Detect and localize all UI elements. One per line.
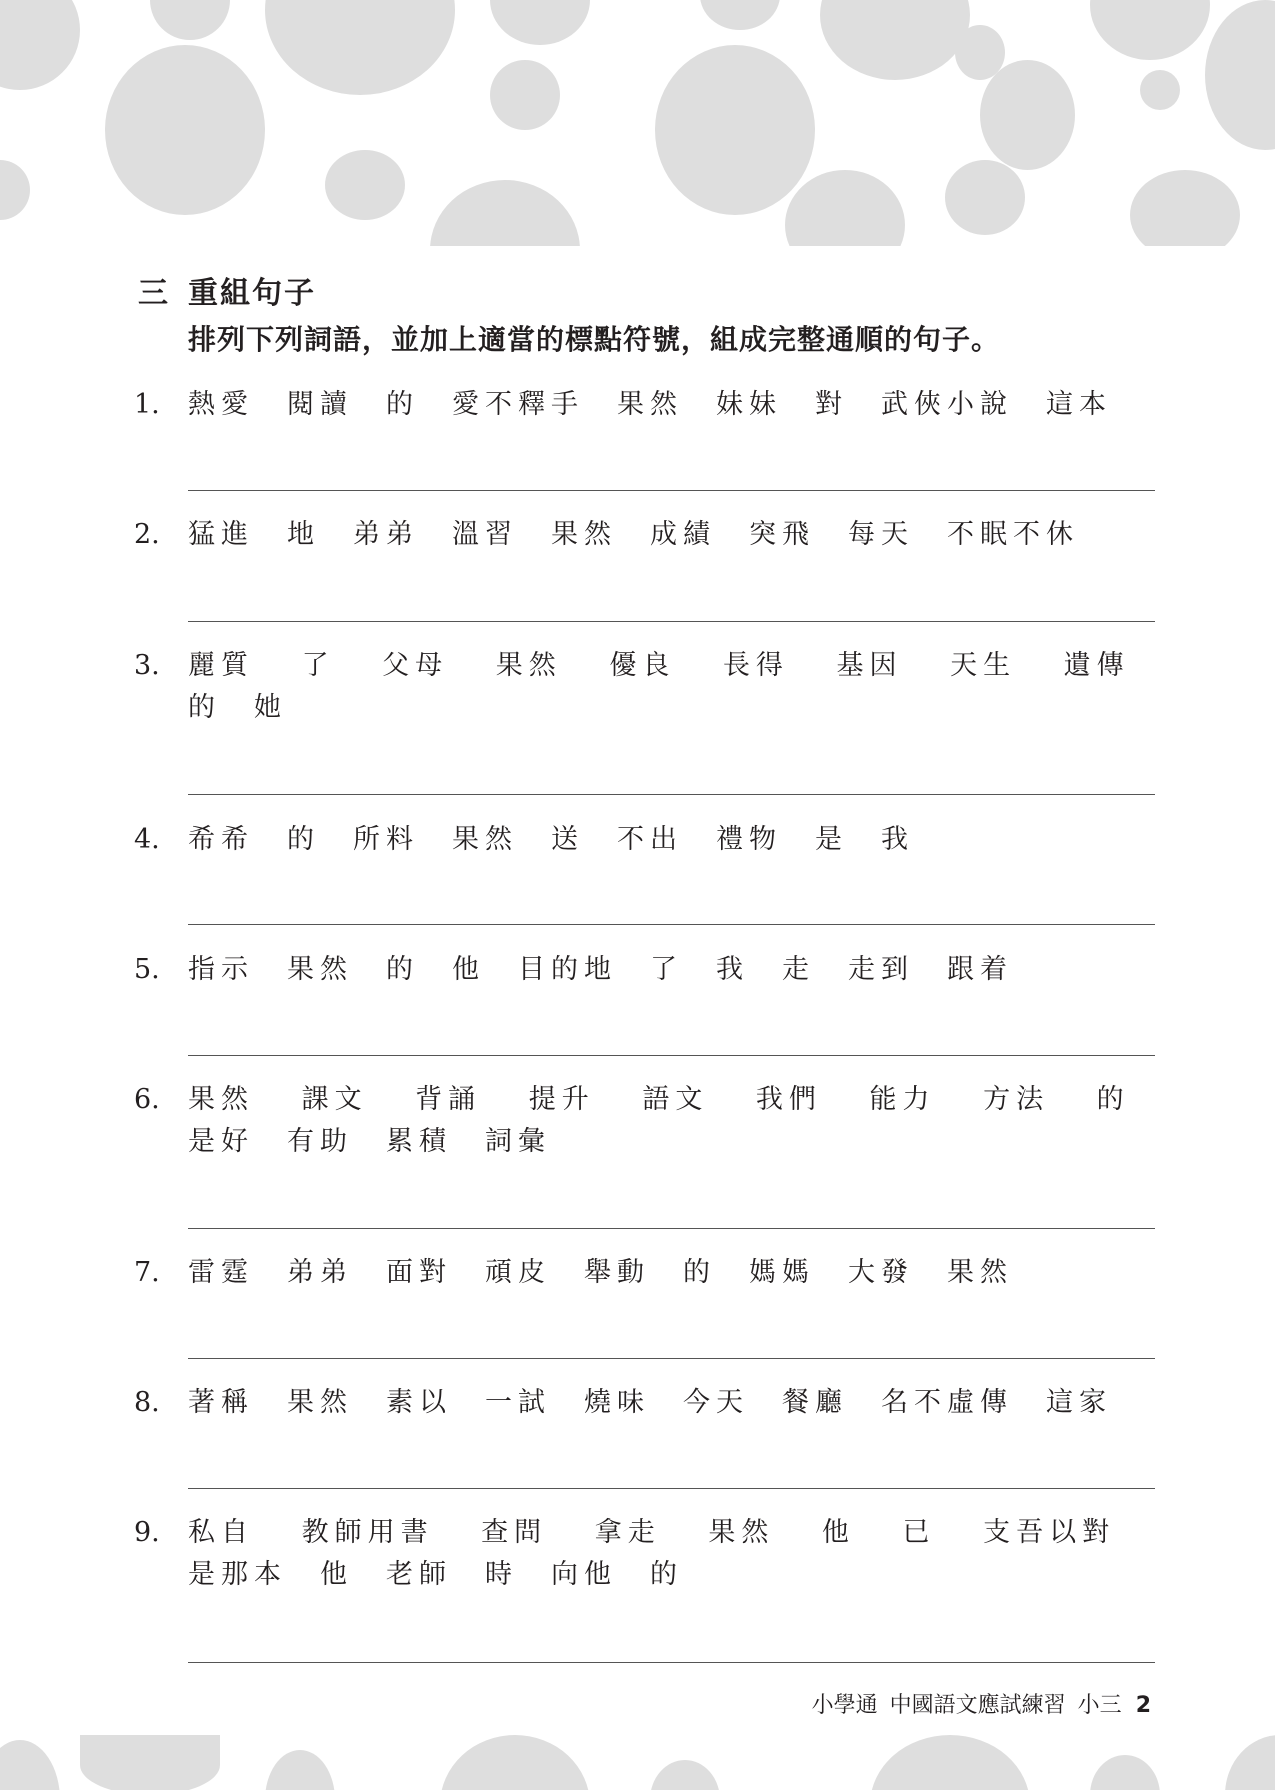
question-words: 私自 教師用書 查問 拿走 果然 他 已 支吾以對 是那本 他 老師 時 向他 的 bbox=[188, 1517, 1163, 1590]
answer-line-4[interactable] bbox=[188, 924, 1155, 925]
question-number: 5. bbox=[134, 954, 160, 985]
question-number: 3. bbox=[134, 650, 160, 681]
answer-line-3[interactable] bbox=[188, 794, 1155, 795]
question-3 bbox=[134, 645, 1163, 729]
section-number: 三 bbox=[138, 276, 170, 311]
question-2 bbox=[134, 514, 1154, 556]
question-words: 熱愛 閱讀 的 愛不釋手 果然 妹妹 對 武俠小說 這本 bbox=[188, 389, 1112, 420]
question-words: 指示 果然 的 他 目的地 了 我 走 走到 跟着 bbox=[188, 954, 1013, 985]
footer-book-title: 中國語文應試練習 bbox=[889, 1693, 1066, 1718]
question-number: 8. bbox=[134, 1387, 160, 1418]
question-words: 猛進 地 弟弟 溫習 果然 成績 突飛 每天 不眠不休 bbox=[188, 519, 1079, 550]
question-1 bbox=[134, 384, 1154, 426]
bottom-decoration-dots bbox=[0, 1735, 1275, 1790]
question-words: 著稱 果然 素以 一試 燒味 今天 餐廳 名不虛傳 這家 bbox=[188, 1387, 1112, 1418]
answer-line-5[interactable] bbox=[188, 1055, 1155, 1056]
question-words: 果然 課文 背誦 提升 語文 我們 能力 方法 的 是好 有助 累積 詞彙 bbox=[188, 1084, 1178, 1157]
page-footer bbox=[812, 1688, 1151, 1719]
question-number: 9. bbox=[134, 1517, 160, 1548]
answer-line-1[interactable] bbox=[188, 490, 1155, 491]
page-number: 2 bbox=[1135, 1693, 1151, 1718]
footer-series: 小學通 bbox=[811, 1693, 878, 1718]
question-number: 1. bbox=[134, 389, 160, 420]
question-6 bbox=[134, 1079, 1178, 1163]
question-7 bbox=[134, 1252, 1154, 1294]
question-words: 雷霆 弟弟 面對 頑皮 舉動 的 媽媽 大發 果然 bbox=[188, 1257, 1013, 1288]
instruction-text: 排列下列詞語，並加上適當的標點符號，組成完整通順的句子。 bbox=[188, 323, 1001, 356]
answer-line-9[interactable] bbox=[188, 1662, 1155, 1663]
question-words: 希希 的 所料 果然 送 不出 禮物 是 我 bbox=[188, 824, 914, 855]
section-title-text: 重組句子 bbox=[188, 276, 316, 311]
question-4 bbox=[134, 819, 1154, 861]
question-number: 6. bbox=[134, 1084, 160, 1115]
question-number: 2. bbox=[134, 519, 160, 550]
question-number: 4. bbox=[134, 824, 160, 855]
question-5 bbox=[134, 949, 1154, 991]
answer-line-2[interactable] bbox=[188, 621, 1155, 622]
answer-line-7[interactable] bbox=[188, 1358, 1155, 1359]
question-8 bbox=[134, 1382, 1154, 1424]
section-title bbox=[138, 268, 316, 312]
question-9 bbox=[134, 1512, 1163, 1596]
answer-line-8[interactable] bbox=[188, 1488, 1155, 1489]
answer-line-6[interactable] bbox=[188, 1228, 1155, 1229]
question-words: 麗質 了 父母 果然 優良 長得 基因 天生 遺傳 的 她 bbox=[188, 650, 1163, 723]
question-number: 7. bbox=[134, 1257, 160, 1288]
footer-grade: 小三 bbox=[1077, 1693, 1122, 1718]
